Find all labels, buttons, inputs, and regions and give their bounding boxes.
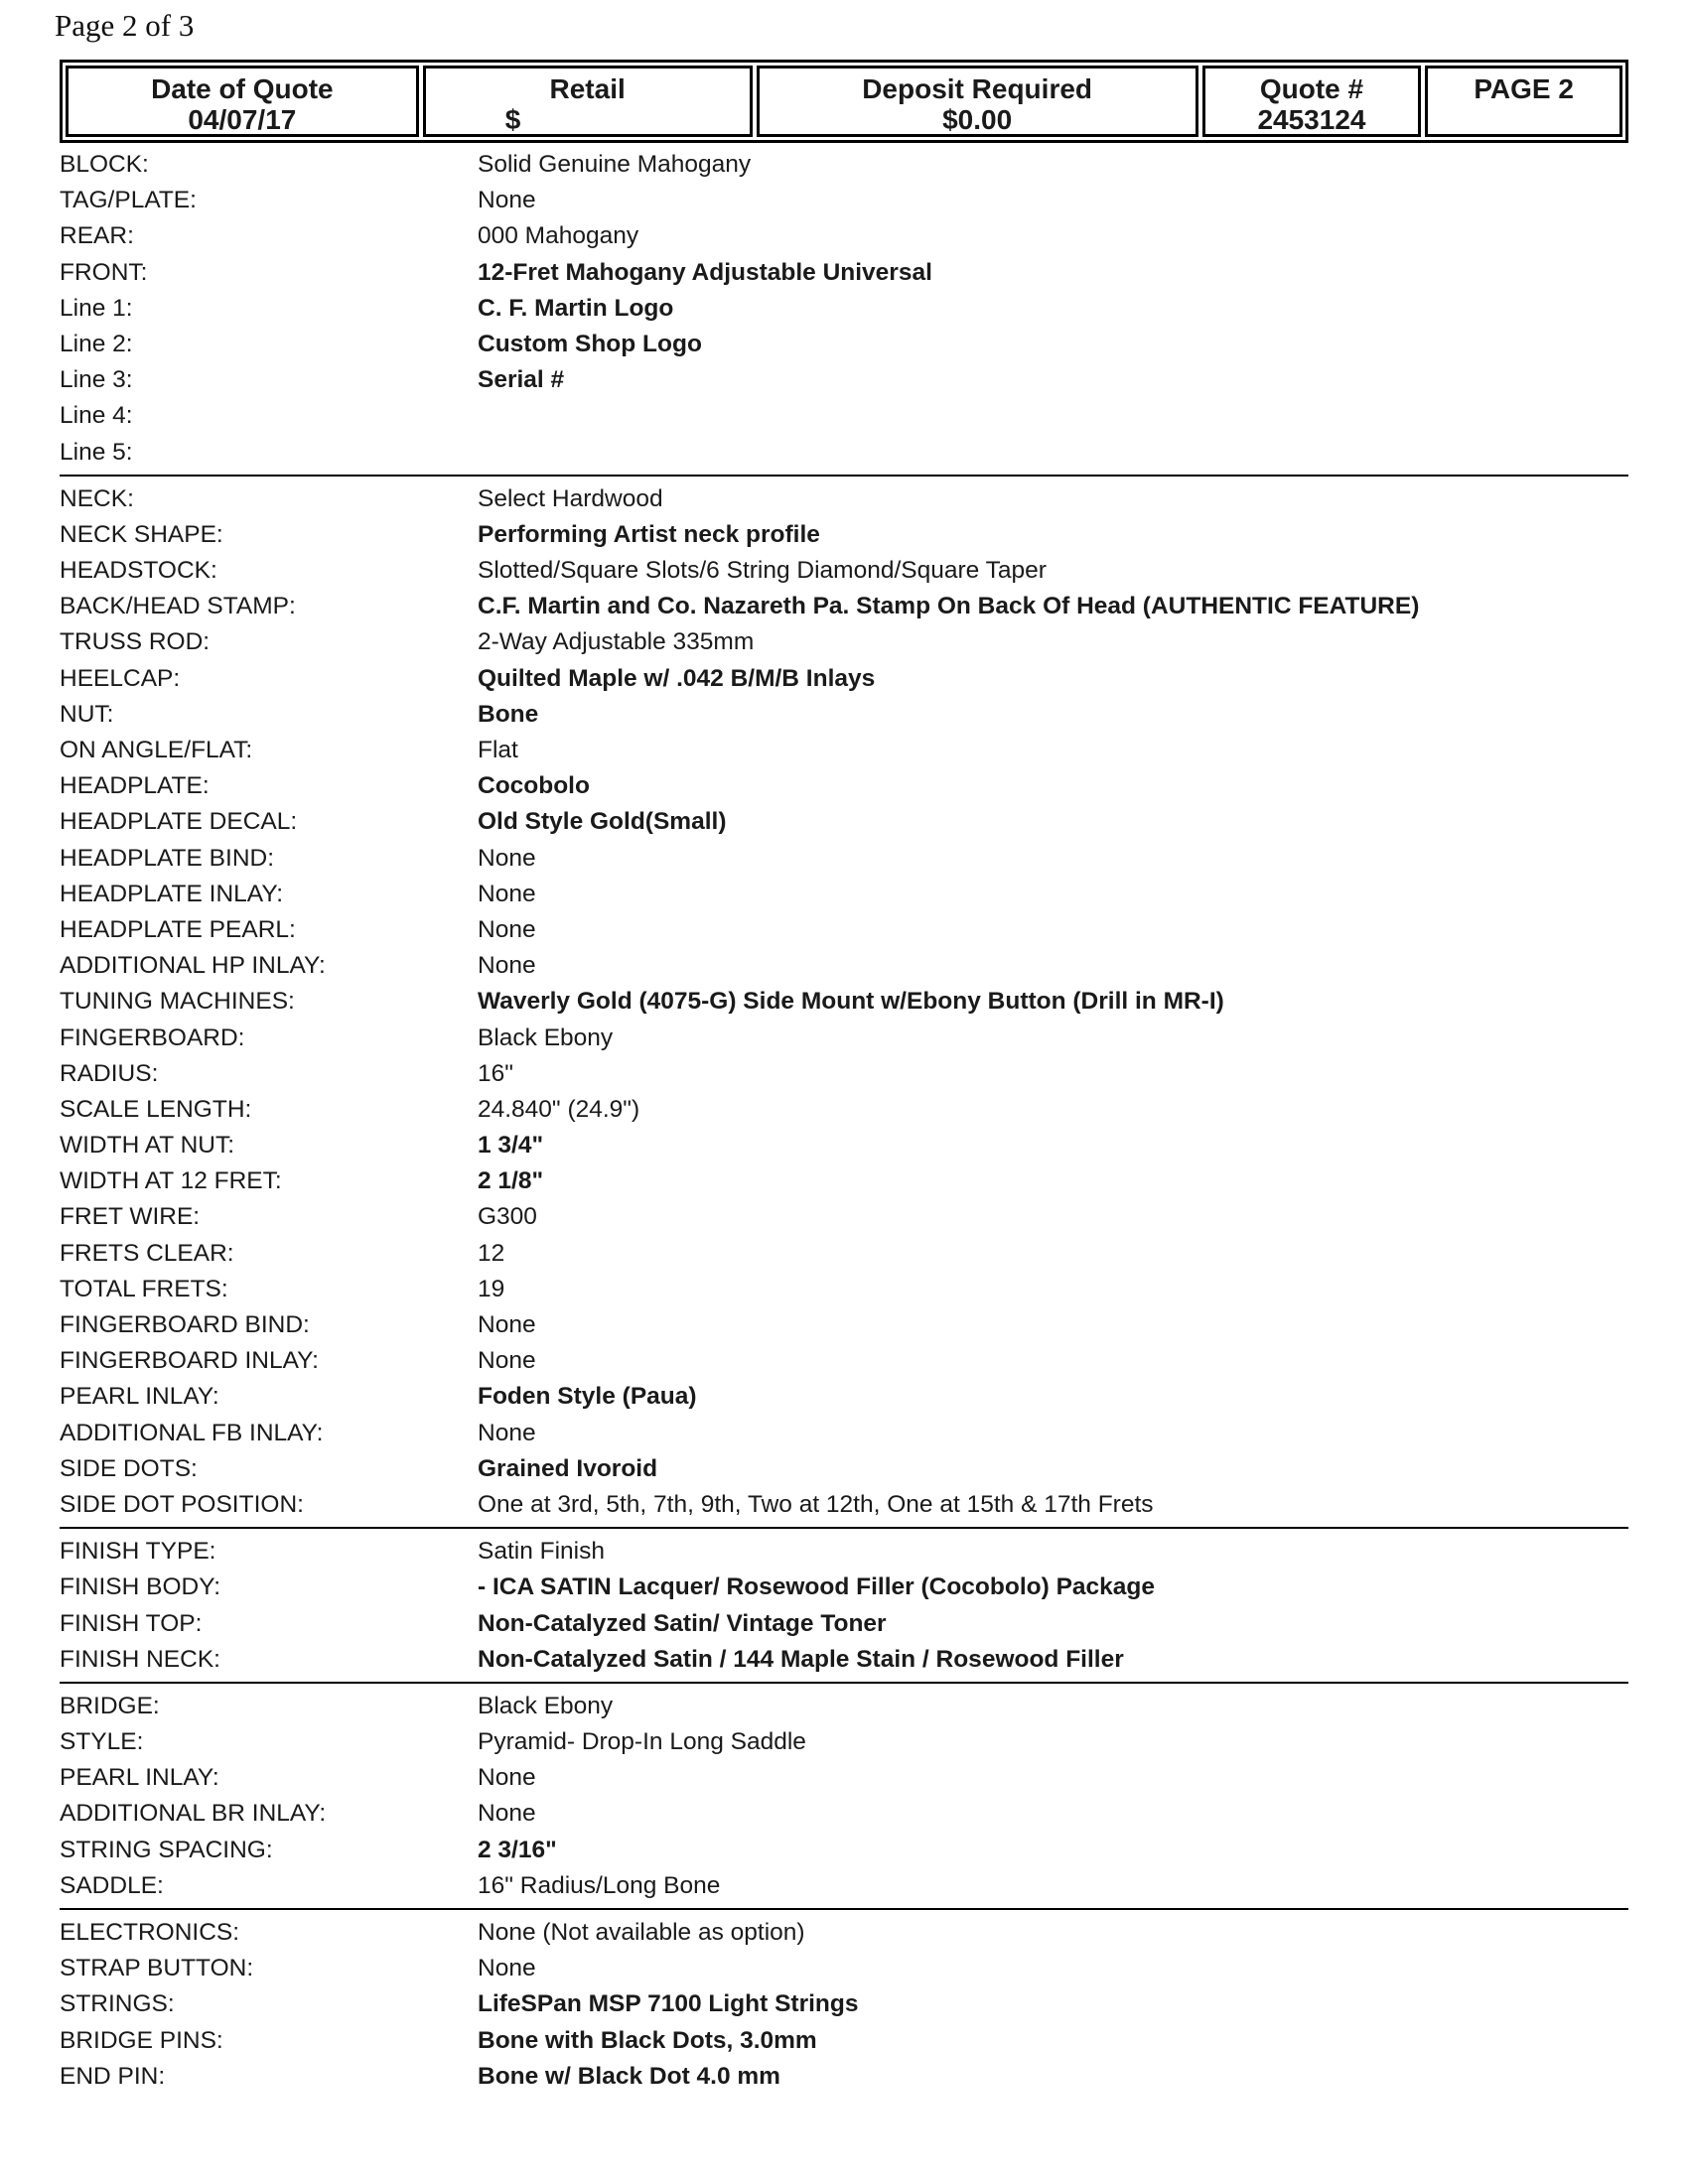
spec-row [60, 553, 1628, 589]
spec-label: BLOCK: [60, 151, 149, 178]
spec-label: WIDTH AT 12 FRET: [60, 1167, 282, 1195]
spec-value: Old Style Gold(Small) [478, 808, 727, 836]
spec-label: REAR: [60, 222, 134, 250]
spec-value: Waverly Gold (4075-G) Side Mount w/Ebony Button (Drill in MR-I) [478, 988, 1224, 1016]
spec-label: TRUSS ROD: [60, 628, 211, 656]
spec-label: ADDITIONAL HP INLAY: [60, 952, 326, 980]
spec-label: FINGERBOARD: [60, 1024, 245, 1051]
spec-label: Line 4: [60, 402, 133, 430]
spec-row [60, 1056, 1628, 1092]
spec-label: SIDE DOTS: [60, 1454, 198, 1482]
spec-label: FRET WIRE: [60, 1203, 201, 1231]
spec-row [60, 1272, 1628, 1307]
spec-label: FINISH BODY: [60, 1573, 221, 1601]
retail-cell [423, 66, 753, 137]
spec-value: Quilted Maple w/ .042 B/M/B Inlays [478, 664, 876, 692]
specification-list [60, 147, 1628, 2095]
spec-value: LifeSPan MSP 7100 Light Strings [478, 1990, 859, 2018]
spec-label: HEADPLATE: [60, 772, 210, 800]
spec-label: END PIN: [60, 2062, 166, 2090]
spec-row [60, 948, 1628, 984]
spec-value: Bone [478, 700, 539, 728]
spec-row [60, 1986, 1628, 2022]
spec-label: RADIUS: [60, 1059, 159, 1087]
spec-row [60, 624, 1628, 660]
spec-value: Custom Shop Logo [478, 330, 702, 357]
spec-value: None [478, 844, 536, 872]
spec-row [60, 841, 1628, 877]
spec-value: One at 3rd, 5th, 7th, 9th, Two at 12th, One at 15th & 17th Frets [478, 1490, 1154, 1518]
section-divider [60, 1527, 1628, 1529]
spec-row [60, 1199, 1628, 1235]
spec-label: PEARL INLAY: [60, 1383, 219, 1411]
spec-value: Serial # [478, 366, 565, 394]
spec-label: Line 5: [60, 438, 133, 466]
spec-value: C.F. Martin and Co. Nazareth Pa. Stamp On Back Of Head (AUTHENTIC FEATURE) [478, 593, 1420, 620]
spec-row [60, 481, 1628, 517]
spec-label: WIDTH AT NUT: [60, 1132, 235, 1160]
spec-value: Solid Genuine Mahogany [478, 151, 752, 178]
spec-label: FINISH TYPE: [60, 1538, 216, 1566]
spec-label: HEADSTOCK: [60, 557, 217, 585]
spec-row [60, 1021, 1628, 1056]
spec-section [60, 147, 1628, 471]
spec-label: FINGERBOARD BIND: [60, 1311, 310, 1338]
spec-value: None [478, 1311, 536, 1338]
spec-row [60, 877, 1628, 912]
spec-value: 2 3/16" [478, 1836, 557, 1863]
spec-value: 12 [478, 1239, 505, 1267]
date-of-quote-label: Date of Quote [151, 73, 334, 104]
spec-value: 16" [478, 1059, 513, 1087]
spec-row [60, 1416, 1628, 1451]
spec-value: Performing Artist neck profile [478, 520, 820, 548]
spec-row [60, 1128, 1628, 1163]
quote-header-table [60, 60, 1628, 143]
spec-row [60, 912, 1628, 948]
spec-label: ADDITIONAL BR INLAY: [60, 1800, 327, 1828]
page-number-label: PAGE 2 [1474, 73, 1574, 104]
spec-label: ADDITIONAL FB INLAY: [60, 1419, 324, 1446]
section-divider [60, 475, 1628, 477]
spec-value: Slotted/Square Slots/6 String Diamond/Square Taper [478, 557, 1047, 585]
spec-label: NECK: [60, 484, 134, 512]
spec-label: PEARL INLAY: [60, 1764, 219, 1792]
quote-number-label: Quote # [1259, 73, 1364, 104]
spec-section [60, 481, 1628, 1523]
spec-row [60, 1915, 1628, 1951]
spec-row [60, 1379, 1628, 1415]
spec-row [60, 1236, 1628, 1272]
spec-value: None [478, 1800, 536, 1828]
spec-row [60, 362, 1628, 398]
spec-label: FINISH NECK: [60, 1645, 220, 1673]
spec-label: Line 3: [60, 366, 133, 394]
spec-label: BRIDGE: [60, 1692, 160, 1719]
spec-row [60, 291, 1628, 327]
retail-value: $ [504, 104, 521, 135]
spec-label: SIDE DOT POSITION: [60, 1490, 304, 1518]
spec-row [60, 1570, 1628, 1605]
spec-row [60, 218, 1628, 254]
quote-number-cell [1202, 66, 1422, 137]
spec-value: 000 Mahogany [478, 222, 639, 250]
spec-label: TOTAL FRETS: [60, 1275, 228, 1302]
spec-row [60, 398, 1628, 434]
spec-row [60, 1642, 1628, 1678]
spec-label: SCALE LENGTH: [60, 1095, 252, 1123]
spec-label: FRETS CLEAR: [60, 1239, 234, 1267]
spec-label: NECK SHAPE: [60, 520, 223, 548]
spec-value: - ICA SATIN Lacquer/ Rosewood Filler (Cocobolo) Package [478, 1573, 1156, 1601]
spec-value: 16" Radius/Long Bone [478, 1871, 721, 1899]
spec-label: HEELCAP: [60, 664, 181, 692]
spec-label: FINGERBOARD INLAY: [60, 1347, 319, 1375]
spec-row [60, 1534, 1628, 1570]
section-divider [60, 1908, 1628, 1910]
spec-value: None [478, 1347, 536, 1375]
spec-row [60, 1487, 1628, 1523]
spec-value: C. F. Martin Logo [478, 294, 674, 322]
spec-row [60, 183, 1628, 218]
spec-value: Bone with Black Dots, 3.0mm [478, 2026, 817, 2054]
spec-row [60, 697, 1628, 733]
spec-value: None [478, 880, 536, 907]
spec-value: Black Ebony [478, 1024, 614, 1051]
spec-label: ELECTRONICS: [60, 1919, 240, 1946]
spec-label: HEADPLATE BIND: [60, 844, 275, 872]
spec-value: None [478, 915, 536, 943]
spec-section [60, 1915, 1628, 2095]
spec-label: STRAP BUTTON: [60, 1955, 254, 1982]
spec-value: Foden Style (Paua) [478, 1383, 697, 1411]
deposit-required-value: $0.00 [942, 104, 1013, 135]
spec-row [60, 255, 1628, 291]
spec-label: Line 1: [60, 294, 133, 322]
spec-row [60, 589, 1628, 624]
spec-row [60, 1689, 1628, 1724]
spec-value: 12-Fret Mahogany Adjustable Universal [478, 258, 932, 286]
spec-value: None [478, 1955, 536, 1982]
spec-value: Grained Ivoroid [478, 1454, 658, 1482]
spec-value: None [478, 187, 536, 214]
spec-value: Select Hardwood [478, 484, 663, 512]
spec-row [60, 984, 1628, 1020]
spec-row [60, 2023, 1628, 2059]
spec-label: Line 2: [60, 330, 133, 357]
spec-value: Black Ebony [478, 1692, 614, 1719]
spec-row [60, 327, 1628, 362]
spec-label: NUT: [60, 700, 114, 728]
spec-value: Non-Catalyzed Satin / 144 Maple Stain / Rosewood Filler [478, 1645, 1124, 1673]
spec-row [60, 435, 1628, 471]
spec-label: HEADPLATE DECAL: [60, 808, 298, 836]
spec-row [60, 1724, 1628, 1760]
spec-row [60, 1760, 1628, 1796]
spec-label: HEADPLATE PEARL: [60, 915, 296, 943]
date-of-quote-cell [66, 66, 419, 137]
spec-value: Flat [478, 737, 518, 763]
spec-row [60, 661, 1628, 697]
spec-row [60, 2059, 1628, 2095]
spec-row [60, 1307, 1628, 1343]
spec-label: ON ANGLE/FLAT: [60, 737, 253, 763]
spec-row [60, 768, 1628, 804]
retail-label: Retail [549, 73, 626, 104]
spec-value: 2-Way Adjustable 335mm [478, 628, 755, 656]
spec-row [60, 517, 1628, 553]
spec-row [60, 804, 1628, 840]
spec-label: HEADPLATE INLAY: [60, 880, 284, 907]
page-counter: Page 2 of 3 [55, 8, 195, 43]
date-of-quote-value: 04/07/17 [188, 104, 297, 135]
spec-label: STYLE: [60, 1728, 144, 1756]
spec-value: None [478, 1764, 536, 1792]
spec-value: 2 1/8" [478, 1167, 544, 1195]
spec-label: TUNING MACHINES: [60, 988, 295, 1016]
spec-value: Pyramid- Drop-In Long Saddle [478, 1728, 806, 1756]
spec-value: 1 3/4" [478, 1132, 544, 1160]
spec-row [60, 1833, 1628, 1868]
page-number-cell [1425, 66, 1622, 137]
spec-section [60, 1534, 1628, 1678]
spec-row [60, 1343, 1628, 1379]
spec-label: FINISH TOP: [60, 1609, 203, 1637]
spec-value: 24.840" (24.9") [478, 1095, 640, 1123]
spec-value: Non-Catalyzed Satin/ Vintage Toner [478, 1609, 887, 1637]
spec-label: SADDLE: [60, 1871, 164, 1899]
spec-value: None [478, 1419, 536, 1446]
spec-label: STRINGS: [60, 1990, 175, 2018]
spec-value: Bone w/ Black Dot 4.0 mm [478, 2062, 780, 2090]
spec-row [60, 1796, 1628, 1832]
quote-number-value: 2453124 [1257, 104, 1366, 135]
spec-value: Satin Finish [478, 1538, 606, 1566]
spec-row [60, 1451, 1628, 1487]
spec-value: Cocobolo [478, 772, 590, 800]
spec-row [60, 1092, 1628, 1128]
spec-row [60, 1606, 1628, 1642]
spec-label: STRING SPACING: [60, 1836, 273, 1863]
spec-row [60, 1163, 1628, 1199]
deposit-required-cell [757, 66, 1198, 137]
spec-row [60, 1868, 1628, 1904]
spec-value: None (Not available as option) [478, 1919, 805, 1946]
spec-label: BRIDGE PINS: [60, 2026, 223, 2054]
spec-row [60, 733, 1628, 768]
deposit-required-label: Deposit Required [862, 73, 1093, 104]
spec-label: FRONT: [60, 258, 148, 286]
section-divider [60, 1682, 1628, 1684]
spec-row [60, 1951, 1628, 1986]
spec-value: 19 [478, 1275, 505, 1302]
spec-label: BACK/HEAD STAMP: [60, 593, 296, 620]
spec-value: None [478, 952, 536, 980]
spec-row [60, 147, 1628, 183]
spec-label: TAG/PLATE: [60, 187, 197, 214]
spec-section [60, 1689, 1628, 1904]
spec-value: G300 [478, 1203, 537, 1231]
